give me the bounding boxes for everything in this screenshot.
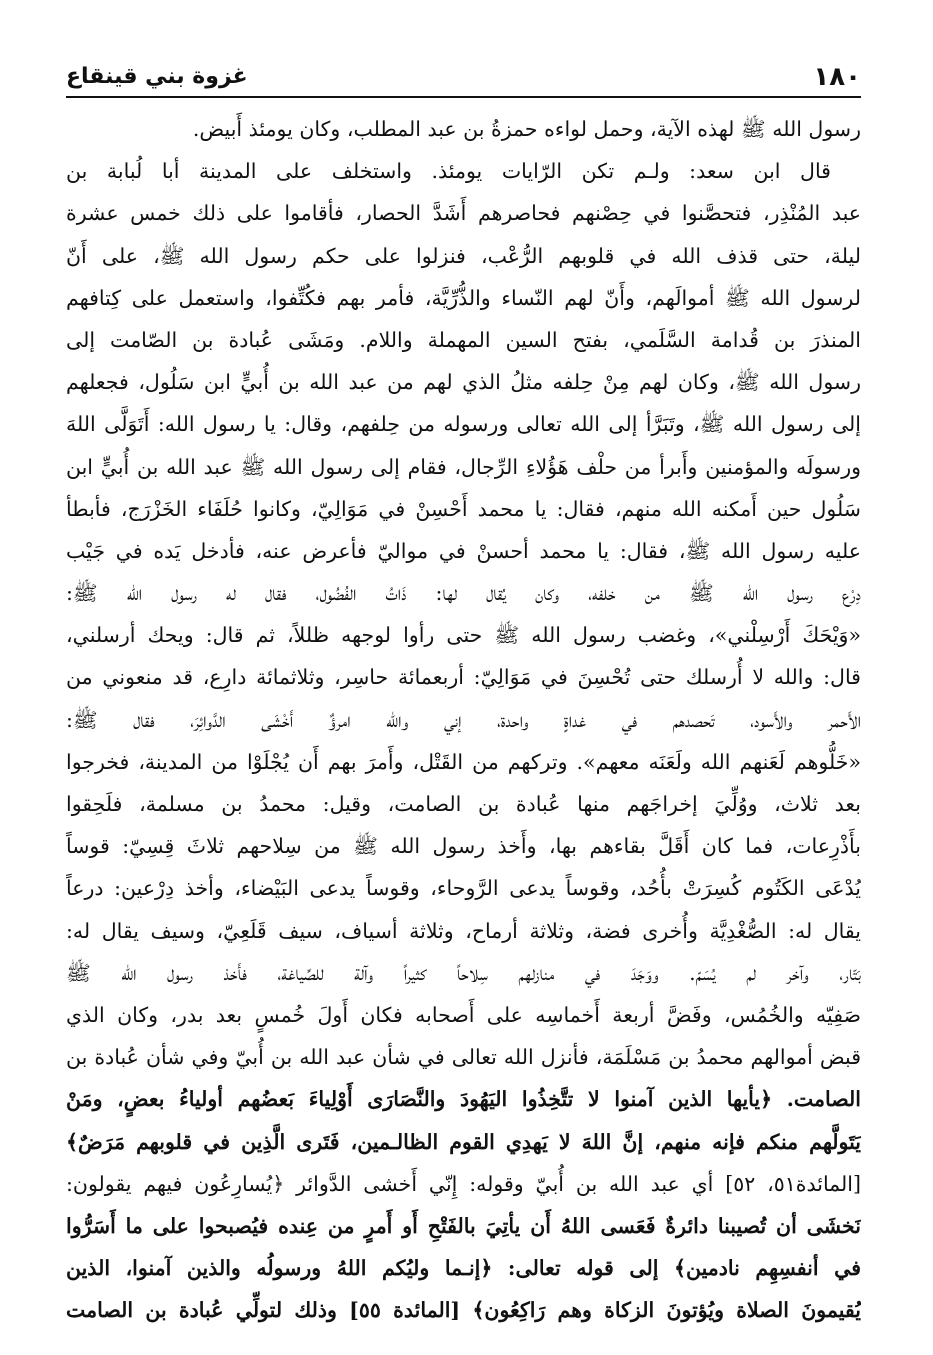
text-line: بَتّار، وآخر لم يُسَمّ. ووَجَدَ في منازلهم سِلاحاً كثيراً وآلة للصِّياغة، فأَخذ رسول الله ﷺ [66, 960, 861, 985]
text-line: دِرْع رسول الله ﷺ من خلفه، وكان يُقال لها: ذَاتُ الفُضُول، فقال له رسول الله ﷺ: [66, 581, 861, 606]
text-line: بعد ثلاث، ووُلِّيَ إخراجَهم منها عُبادة بن الصامت، وقيل: محمدُ بن مسلمة، فلَحِقوا [66, 792, 861, 816]
text-line: ورسولَه والمؤمنين وأَبرأ من حلْف هَؤُلاءِ الرِّجال، فقام إلى رسول الله ﷺ عبد الله بن أُبيٍّ ابن [66, 454, 861, 479]
text-line: بأَذْرِعات، فما كان أَقَلَّ بقاءهم بها، وأَخذ رسول الله ﷺ من سِلاحهم ثلاثَ قِسِيّ: قوساً [66, 834, 861, 859]
text-line: يقال له: الصُّغْدِيَّة وأُخرى فضة، وثلاثة أرماح، وثلاثة أسياف، سيف قَلَعِيّ، وسيف يقال له: [66, 918, 861, 943]
text-line: يُدْعَى الكَتُوم كُسِرَتْ بأُحُد، وقوساً يدعى الرَّوحاء، وقوساً يدعى البَيْضاء، وأخذ دِرْعين: درعاً [66, 876, 861, 901]
text-line: المنذرَ بن قُدامة السَّلَمي، بفتح السين المهملة واللام. ومَشَى عُبادة بن الصّامت إلى [66, 327, 861, 352]
page-number: ١٨٠ [813, 62, 861, 92]
page-header [66, 52, 861, 96]
text-line: سَلُول حين أَمكنه الله منهم، فقال: يا محمد أَحْسِنْ في مَوَالِيّ، وكانوا حُلَفَاء الخَزْرَج، فأبطأ [66, 496, 861, 521]
text-line: الأَحمر والأَسود، تَحصدهم في غداةٍ واحدة، إني والله امرؤٌ أَخْشَى الدَّوائِرَ، فقال ﷺ: [66, 707, 861, 732]
text-line: نَخشَى أن تُصيبنا دائرةٌ فَعَسى اللهُ أَن يأتِيَ بالفَتْحِ أَو أَمرٍ من عِنده فيُصبحوا على ما أَسَرُّوا [66, 1213, 861, 1238]
text-line: «خَلُّوهم لَعَنهم الله ولَعَنَه معهم». وتركهم من القَتْل، وأَمرَ بهم أَن يُجْلَوْا من المدينة، فخرجوا [66, 749, 861, 774]
text-line: قبض أموالهم محمدُ بن مَسْلَمَة، فأنزل الله تعالى في شأن عبد الله بن أُبيّ وفي شأن عُبادة بن [66, 1045, 861, 1070]
text-line: [المائدة٥١، ٥٢] أي عبد الله بن أُبيّ وقوله: إِنّي أَخشى الدَّوائر ﴿يُسارِعُون فيهم يقولون: [66, 1171, 861, 1196]
text-line: يُقيمونَ الصلاة ويُؤتونَ الزكاة وهم رَاكِعُون﴾ [المائدة ٥٥] وذلك لتولِّي عُبادة بن الصامت [66, 1298, 861, 1323]
text-line: الصامت. ﴿يأيها الذين آمنوا لا تتَّخِذُوا اليَهُودَ والنَّصَارَى أَوْلِياءَ بَعضُهم أولياءُ بعضٍ، ومَنْ [66, 1087, 861, 1112]
text-line: يَتَولَّهم منكم فإنه منهم، إنَّ اللهَ لا يَهدِي القوم الظالـمين، فَتَرى الَّذِين في قلوبهم مَرَضٌ﴾ [66, 1129, 861, 1154]
text-line: إلى رسول الله ﷺ، وتَبَرَّأ إلى الله تعالى ورسوله من حِلفهم، وقال: يا رسول الله: أَتَوَلَّى اللهَ [66, 412, 861, 437]
running-title: غزوة بني قينقاع [66, 64, 248, 89]
text-line: «وَيْحَكَ أَرْسِلْني»، وغضب رسول الله ﷺ حتى رأوا لوجهه ظللاً، ثم قال: ويحك أرسلني، [66, 623, 861, 648]
text-line: في أنفسِهِم نادمين﴾ إلى قوله تعالى: ﴿إنـما وليُكم اللهُ ورسولُه والذين آمنوا، الذين [66, 1256, 861, 1281]
text-line: صَفِيّه والخُمُس، وفَضَّ أربعة أَخماسِه على أَصحابه فكان أَولَ خُمسٍ بعد بدر، وكان الذي [66, 1002, 861, 1027]
header-rule [66, 96, 861, 98]
body-text [66, 108, 861, 1331]
text-line: قال: والله لا أُرسلك حتى تُحْسِنَ في مَوَالِيّ: أربعمائة حاسِر، وثلاثمائة دارِع، قد منعوني من [66, 665, 861, 690]
text-line: عليه رسول الله ﷺ، فقال: يا محمد أحسنْ في مواليّ فأعرض عنه، فأدخل يَده في جَيْب [66, 538, 861, 563]
text-line: ليلة، حتى قذف الله في قلوبهم الرُّعْب، فنزلوا على حكم رسول الله ﷺ، على أَنّ [66, 243, 861, 268]
text-line: قال ابن سعد: ولـم تكن الرّايات يومئذ. واستخلف على المدينة أبا لُبابة بن [66, 159, 831, 184]
text-line: عبد المُنْذِر، فتحصَّنوا في حِصْنهم فحاصرهم أَشَدَّ الحصار، فأقاموا على ذلك خمس عشرة [66, 201, 861, 226]
text-line: رسول الله ﷺ لهذه الآية، وحمل لواءه حمزةُ بن عبد المطلب، وكان يومئذ أَبيض. [192, 117, 861, 141]
text-line: لرسول الله ﷺ أموالَهم، وأَنّ لهم النّساء والذُّرِّيَّة، فأمر بهم فكُتِّفوا، واستعمل على كِتافهم [66, 285, 861, 310]
text-line: رسول الله ﷺ، وكان لهم مِنْ حِلفه مثلُ الذي لهم من عبد الله بن أُبيٍّ ابن سَلُول، فجعلهم [66, 370, 861, 395]
